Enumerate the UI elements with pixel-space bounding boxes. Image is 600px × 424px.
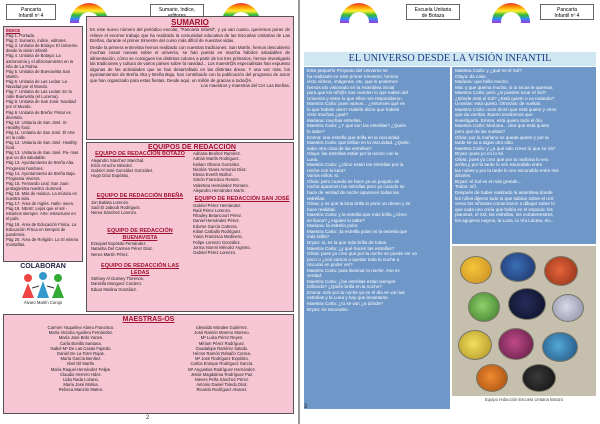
story-line: Emma: solo por la noche ya en el día se van las	[307, 289, 405, 295]
painted-stone	[468, 292, 500, 322]
team-member: Edurne García Cabrera.	[193, 223, 238, 229]
story-line: Bryan: el Sol es el más grande...	[455, 178, 522, 184]
story-line: Mia: y que quema mucho, si lo tocas te quemas.	[455, 84, 554, 90]
index-item: Pág 9. Unitaria de Breña: Pintar es divertido.	[6, 109, 71, 120]
story-line: Maestra Carla: ¿y qué hacen las estrellas?	[307, 245, 395, 251]
issue-label: Pancarta	[20, 7, 41, 13]
teacher-name: Héctor Ramón Rebaño Correa.	[193, 351, 251, 357]
index-item: Pág 20. Área de Religión. La Sí misma montañas.	[6, 236, 79, 247]
teacher-name: María Raquel Hernández Felipe.	[50, 366, 112, 372]
team-member: Adrián Martín Rodríguez.	[193, 156, 240, 162]
story-line: las nubes y por la tarde lo veo escondido entre mis	[455, 167, 559, 173]
team-las-ledas	[91, 263, 189, 292]
team-member: Jon Batista Lorenzo.	[91, 199, 130, 205]
story-line: se llama? ¿Alguien lo sabe?	[307, 217, 365, 223]
colaboran-logo	[3, 263, 83, 315]
team-member: Stefany Al Guimey Tlorenos.	[91, 276, 144, 281]
story-line: Maestra Carla: y ¿a qué sitio crees tú que se irá?	[455, 145, 556, 151]
right-page	[300, 0, 600, 424]
teacher-name: Isabel Mª De Las Casas Fajardo.	[50, 345, 112, 351]
team-member: Valentina Hernández Romero.	[193, 182, 250, 188]
team-member: Kilian Carballo Rodríguez.	[193, 228, 242, 234]
team-member: Daniel Hernández Pérez.	[193, 218, 240, 224]
index-item: Pág 10. Unitaria de San José. In- Healthy food.	[6, 119, 68, 130]
painted-stones-photo	[452, 246, 596, 396]
story-line: Maestra Carla: pero ¿si puedes tocar el Sol?	[455, 90, 547, 96]
rainbow-icon	[492, 3, 530, 23]
teacher-name: Claudio Herrero Hdez.	[60, 371, 102, 377]
story-line: Bryan: pues yo no lo sé.	[455, 151, 505, 157]
story-line: noche aparecen las estrellas pero ya cuando se	[307, 184, 405, 190]
section-line-1: Sumario, índice,	[158, 7, 196, 13]
painted-stone	[476, 364, 508, 392]
story-line: arriba y por la tarde lo veo escondido entre	[455, 162, 543, 168]
index-item: Pág 8. Unitaria de San José: Navidad por el Mundo.	[6, 99, 76, 110]
story-line: Bryan: se esconden.	[307, 306, 349, 312]
team-heading: EQUIPO DE REDACCIÓN LAS LEDAS	[101, 263, 179, 276]
story-line: Maestra Carla: pues vamos... ¿entonces qué es	[307, 101, 405, 107]
index-item: Pág 15. Fernando Leal, San Juan protagonista nuestro clumned.	[6, 180, 69, 191]
team-member: Rhadey Betancourt Pérez.	[193, 213, 243, 219]
story-line: Maestra Carla: y la estrella que más brilla ¿cómo	[307, 212, 407, 218]
team-member: Alejandro Hernández Marín.	[193, 188, 246, 194]
painted-stone	[498, 328, 534, 360]
story-line: Maestra Carla: y ¿qué es el Sol?	[455, 68, 522, 73]
redaccion-box	[86, 142, 294, 312]
story-line: Mariana: la estrella polar.	[307, 223, 359, 229]
index-item: Pág 7. Unitaria de Las Ledas: En la calle Buenvista (el Lucerna).	[6, 89, 72, 100]
story-line: verso los niños/as comenzaron a dibujar sobre lo	[455, 201, 555, 207]
left-header-issue-box	[6, 4, 56, 20]
story-line: los niños dijeron todo lo que sabían sobre el Uni-	[455, 195, 555, 201]
teacher-name: María José Molina.	[63, 382, 99, 388]
story-line: verdad.	[307, 273, 323, 279]
index-item: Pág 11. Unitaria de San José. El Arte en la calle.	[6, 129, 75, 140]
teacher-name: Mª José Rodríguez Expósito.	[195, 356, 249, 362]
team-member: Ezequiel Expósito Fernández.	[91, 241, 147, 246]
team-member: Erick Arruche Méndez.	[91, 162, 134, 168]
story-line: Olaya: da calor.	[455, 73, 487, 79]
story-line: Maestra Carla: unos dicen que está quieto y otros	[455, 106, 557, 112]
painted-stone	[508, 288, 546, 320]
story-left-column	[304, 67, 450, 409]
summary-p2: Desde la primera entrevista hemos realizado con nuestras tradiciones. San Martín, hemos descubierto muchas cosas nuevas sobre el universo, se han puesto en marcha hábitos saludables de alimentación, cómo se consiguen los distintos colores a partir de los tres primarios, hemos investigado las tradiciones y cultura de varios países sobre la navidad... Los maestr@s especialistas han expuesto algunas de las actividades que se han desarrollado en las distintas áreas. Y una vez más, los ayuntamientos de Breña Alta y Breña Baja, han contribuido con la publicación del programa de actos que han organizado para estas fiestas. Desde aquí, un millón de gracias a todo@s.	[90, 44, 290, 83]
story-line: pero que da las vueltas?	[455, 129, 506, 135]
team-san-jose	[193, 196, 291, 255]
story-line: Olivia: por la mañana se queda quieto y por la	[455, 134, 549, 140]
team-member: Felipe Lorenzo González.	[193, 239, 241, 245]
index-item: Pág 6. Unitaria de Las Ledas: La Navidad por el Mundo.	[6, 78, 67, 90]
index-item: Pág 3. Unitaria de Botaya: El Universo desde la visión infantil.	[6, 43, 78, 54]
story-line: estrellas.	[307, 195, 326, 201]
story-line: lo sabe?	[307, 129, 325, 135]
teacher-name: María García Benítez.	[60, 356, 102, 362]
team-member: Raúl Pérez Lorenzo.	[193, 207, 232, 213]
story-line: estrellas y la Luna y hay que levantarse.	[307, 295, 389, 301]
painted-stone	[522, 364, 556, 392]
index-item: Pág 2. Sumario, índice, editores.	[6, 38, 67, 44]
team-member: Yiana Francisca Medinero.	[193, 234, 243, 240]
teacher-name: Mª Luisa Pérez Reyes.	[200, 335, 244, 341]
teacher-name: Abel Gil Martín.	[66, 361, 96, 367]
story-line: Olivia: pero cuando se hace ya un poquito de	[307, 178, 400, 184]
teacher-name: Rebeca Manzón Mateo.	[58, 387, 104, 393]
story-line: tarde se va a algún otro sitio.	[455, 140, 514, 146]
index-item: Pág 17. Área de Inglés. Hallo- ween.	[6, 201, 75, 207]
story-line: Maestra Carla: que brillan en la oscuridad. ¿Quién	[307, 140, 410, 146]
team-heading: EQUIPO DE REDACCIÓN BUENAVISTA	[107, 228, 173, 241]
painted-stone	[500, 252, 536, 282]
story-line: hace de verdad de noche aparecen todas las	[307, 190, 399, 196]
team-extra	[193, 151, 291, 193]
index-item: Pág 4. Unitaria de Botaya: La astronomía y el aficionamiento en la Isla de La Palma.	[6, 53, 74, 69]
index-item: Pág 13. Unitaria de San José. Pa- mas que un día saludable.	[6, 150, 79, 161]
painted-stone	[542, 332, 578, 362]
team-member: Gabriel Pérez Lorenzo.	[193, 250, 237, 256]
team-member: Keilam Olivera González.	[193, 161, 241, 167]
summary-box	[86, 16, 294, 140]
story-title-bar	[304, 52, 596, 66]
story-line: Este pequeño Proyecto del Universo se	[307, 68, 388, 73]
teacher-name: Ricardo Rodríguez Alvarez.	[196, 387, 248, 393]
team-member: Adriana Benítez Ramírez.	[193, 151, 241, 156]
team-member: Gabriel Pérez Hernández.	[193, 202, 242, 208]
story-line: oscuras en poder ver?	[307, 262, 353, 268]
team-member: Nerea Sánchez Lorenzo.	[91, 210, 138, 216]
logo-title: COLABORAN	[20, 263, 66, 270]
team-member: Simón Francisco Remire.	[193, 177, 241, 183]
index-title: ÍNDICE	[6, 28, 21, 33]
index-box	[3, 26, 83, 262]
left-page	[0, 0, 298, 424]
teacher-name: José Ramón Moreno Moreno.	[194, 330, 250, 336]
teacher-name: Nieves Peña Sánchez Pérez.	[194, 377, 250, 383]
story-line: brillando? ¿Quién brilla en la noche?	[307, 284, 382, 290]
teachers-left-column	[26, 325, 136, 393]
teachers-box	[3, 314, 294, 414]
story-line: Maestra Carla: ¿tú se van ¿a dónde?	[307, 300, 384, 306]
index-item: Pág 5. Unitaria de Buenavista San Martín.	[6, 68, 71, 79]
story-line: poco o ¿nos vamos a quedar toda la noche a	[307, 256, 400, 262]
story-line: Mariana: muchas estrellas.	[307, 117, 362, 123]
painted-stone	[544, 256, 578, 286]
story-line: Todos: sííí.	[455, 184, 478, 190]
teacher-name: Carla Bonilla Santana.	[60, 340, 102, 346]
photo-caption: Equipo redacción Escuela Unitaria Botazo	[484, 397, 564, 402]
story-line: Maestra Carla: para iluminar la noche, eso es	[307, 267, 400, 273]
story-line: Emma: una estrella que brilla en la oscuridad.	[307, 134, 401, 140]
teacher-name: Daniel De La Torre Rojas.	[57, 351, 105, 357]
story-line: lo que habéis visto? Habéis dicho que habéis	[307, 106, 400, 112]
story-line: Luna.	[307, 156, 319, 162]
story-line: Después de haber realizado la asamblea donde	[455, 190, 553, 196]
index-item: Pág 14. Ayuntamiento de Breña Baja. Programa Viveros.	[6, 170, 76, 181]
story-line: Maestra Carla: Mariana... dice que está quieto	[455, 123, 550, 129]
page-number: 3	[304, 404, 308, 410]
right-header-school-box	[406, 4, 460, 20]
story-line: planetas, el Sol, las estrellas, los extraterrestres,	[455, 212, 554, 218]
team-member: Eduar Medina González.	[91, 286, 138, 292]
index-item: Pág 19. Área de Educación Física. La Educación Física en tiempos de pandemia.	[6, 221, 77, 237]
teachers-title: MAESTRAS-OS	[122, 316, 175, 323]
story-line: Maestra Carla: ¿cómo están las estrellas por la	[307, 162, 404, 168]
teacher-name: Lidia Rada Lozano.	[62, 377, 100, 383]
story-line: árboles.	[455, 173, 472, 179]
issue-number: Infantil nº 4	[18, 13, 44, 19]
issue-number: Infantil nº 4	[554, 13, 580, 19]
index-item: Pág 16. Más de música. La música en nuestra vida.	[6, 191, 77, 202]
story-line: Maestra Carla: ¡la estrella polar es la estrella que	[307, 228, 408, 234]
index-list	[6, 33, 80, 247]
team-member: Gabriel José González González.	[91, 168, 154, 174]
story-line: Olivia: pues yo creo que por la mañana lo veo	[455, 156, 549, 162]
painted-stone	[458, 330, 492, 360]
index-item: Pág 13. Ayuntamiento de Breña Alta. Progresos hombres.	[6, 160, 75, 171]
redaccion-title: EQUIPOS DE REDACCIÓN	[148, 144, 236, 151]
story-line: hemos ido visionado en la Asamblea inicial	[307, 84, 395, 90]
story-line: Mariana: que brilla mucho.	[455, 79, 510, 85]
teacher-name: Guadalupe Ramírez Salado.	[195, 345, 249, 351]
story-line: Maestra Carla: ¿las estrellas están siempre	[307, 278, 396, 284]
story-title: EL UNIVERSO DESDE LA VISIÓN INFANTIL	[348, 53, 552, 64]
story-line: que cada uno creía que había en el espacio: los	[455, 206, 553, 212]
teacher-name: María Victoria Aguilera Fernández.	[48, 330, 114, 336]
page-number: 2	[146, 415, 150, 421]
index-item: Pág 1. Portada.	[6, 33, 36, 39]
team-member: Elenia Everth Muñoz.	[193, 172, 233, 178]
index-item: Pág 12. Unitaria de San José. Healthy food.	[6, 140, 77, 151]
story-line: Universo y entre lo que ellos nos respondieron.	[307, 95, 404, 101]
story-line: Olivia: pues yo creo que por la noche se puede ver un	[307, 251, 418, 257]
index-item: Pág 18. NEAE: Lejos que el sol - estamos siempre. Arte: estructurar en el país.	[6, 206, 76, 222]
team-member: Saúl El Jaboub Rodríguez.	[91, 204, 141, 210]
teacher-name: Carlos Enrique Rodríguez García.	[190, 361, 254, 367]
story-line: Varios niños: sí.	[307, 173, 340, 179]
team-member: Alejandro Sánchez Marichal.	[91, 157, 145, 163]
team-brena	[91, 193, 189, 215]
painted-stone	[552, 294, 584, 322]
story-line: Olaya: las estrellas están por la noche con la	[307, 151, 399, 157]
story-line: Bryan: sí, es la que más brilla de todas.	[307, 239, 388, 245]
team-buenavista	[91, 228, 189, 257]
story-line: Maestra Carla: ¿Y qué son las estrellas? ¿Quién	[307, 123, 407, 129]
summary-title: SUMARIO	[171, 18, 209, 27]
story-line: visto muchas ¿qué?	[307, 112, 349, 118]
teacher-name: María José Brito Yanes.	[58, 335, 104, 341]
story-line: noche con la luna?	[307, 167, 346, 173]
story-line: más brilla?	[307, 234, 330, 240]
team-member: Nereo Martín Pérez.	[91, 251, 129, 257]
school-line-2: de Botaza	[421, 13, 445, 19]
summary-signature: Los maestros y maestras del Cer Las Breñas.	[200, 83, 290, 88]
teacher-name: Jesús Magdalena Rodríguez Paz.	[190, 371, 254, 377]
summary-p1: En este nuevo número del periódico escolar, “Pancarta Infantil”, y ya van cuatro, queremos poner de relieve el enorme trabajo que ha realizado la comunidad educativa de las Escuelas Unitarias de Las Breñas, durante el primer trimestre del curso más difícil de nuestras vidas.	[90, 27, 290, 43]
team-heading: EQUIPO DE REDACCIÓN SAN JOSÉ	[194, 196, 290, 202]
school-line-1: Escuela Unitaria	[414, 7, 452, 13]
logo-caption: Álvaro Martín Corujo	[23, 300, 63, 305]
teacher-name: Antonio Daniel Toledo Díaz.	[196, 382, 248, 388]
team-member: Daniella Monguez Cordero.	[91, 281, 142, 287]
team-member: Natasha Del Carmen Pérez Díaz.	[91, 246, 154, 252]
painted-stone	[460, 256, 492, 284]
story-line: investigarlo. Emma, está quieto todo el día.	[455, 117, 544, 123]
story-line: Unos/as: está quieto. Otros/as: de vueltas.	[455, 101, 542, 107]
story-line: hace realidad.	[307, 206, 336, 212]
team-heading: EQUIPO DE REDACCIÓN BOTAZO	[95, 151, 185, 157]
story-line: los agujeros negros, la Luna, la Vía Láctea, etc...	[455, 217, 555, 223]
team-member: Nicolás Yanes Armonio Díaz.	[193, 166, 247, 172]
right-header-issue-box	[540, 4, 594, 20]
story-line: ha realizado en este primer trimestre; hemos	[307, 73, 399, 79]
team-member: Hugo Díaz Expósito.	[91, 173, 130, 179]
story-line: para que los niñ@s nos cuenten lo que saben del	[307, 90, 408, 96]
story-right-column	[452, 67, 596, 244]
teacher-name: Miriam Pérez Rodríguez.	[198, 340, 246, 346]
story-line: Olivia: y es que la luna brilla lo pone un deseo y se	[307, 201, 411, 207]
team-botazo	[91, 151, 189, 179]
children-logo-icon	[18, 270, 68, 300]
team-member: Jorma Noemí Méndez Argento.	[193, 244, 251, 250]
teacher-name: Mª Angustias Rodríguez Hernández.	[188, 366, 256, 372]
teachers-right-column	[162, 325, 282, 393]
rainbow-icon	[340, 3, 378, 23]
story-line: sabe otra cosa de las estrellas?	[307, 145, 372, 151]
story-line: visto vídeos, imágenes, etc. que lo podemos	[307, 79, 398, 85]
story-line: ¿Dónde está el Sol? ¿Está quieto o va rodando?	[455, 95, 555, 101]
story-line: que da vueltas, Bueno tendremos que	[455, 112, 533, 118]
teacher-name: Idenaldo Morales Gutiérrez.	[196, 325, 248, 330]
issue-label: Pancarta	[556, 7, 577, 13]
team-heading: EQUIPO DE REDACCIÓN BREÑA	[96, 193, 184, 199]
teacher-name: Carmen Yaqueline Abreu Francisco.	[47, 325, 115, 330]
